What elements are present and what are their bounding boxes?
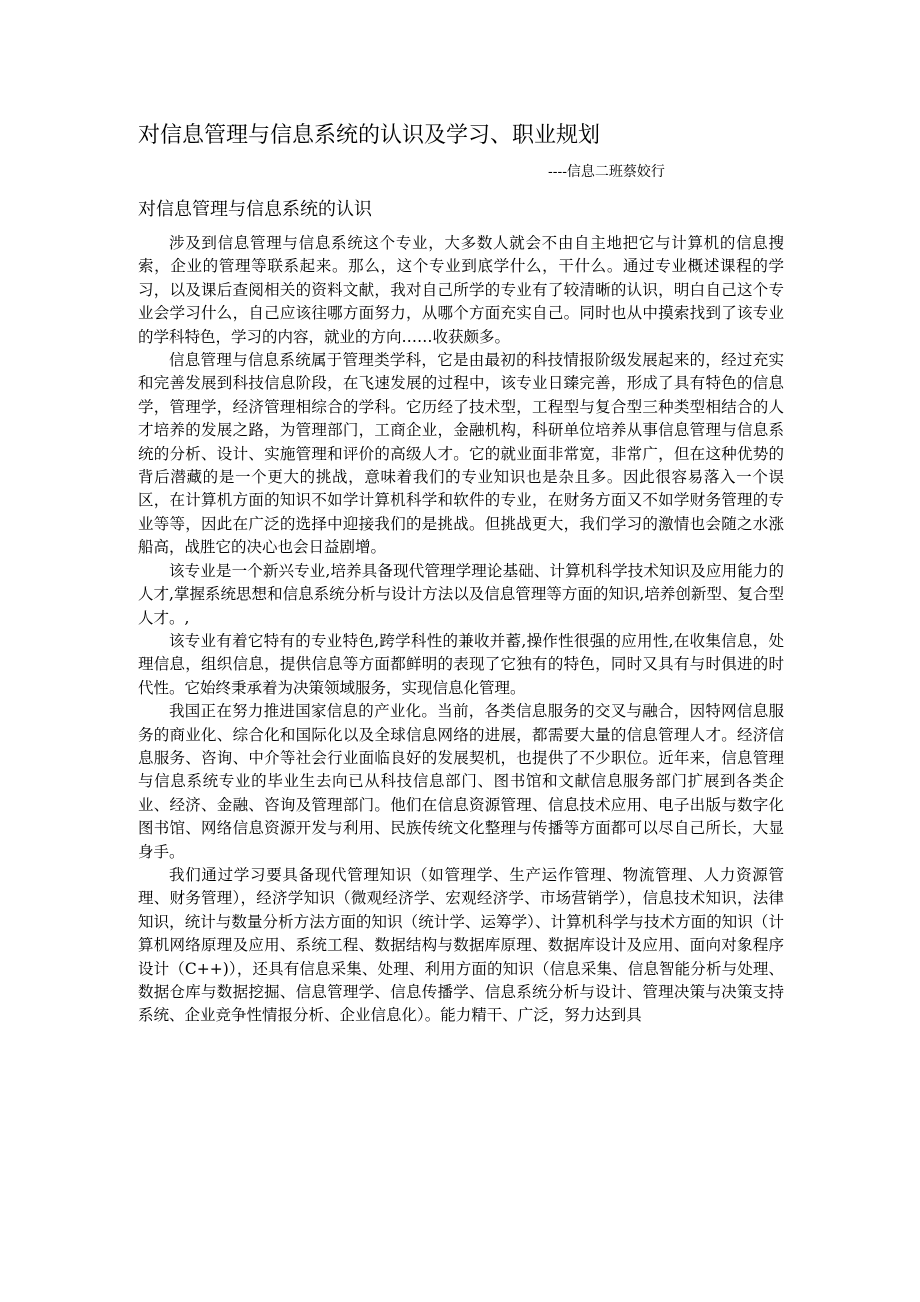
paragraph: 该专业有着它特有的专业特色,跨学科性的兼收并蓄,操作性很强的应用性,在收集信息，处理信息，组织信息，提供信息等方面都鲜明的表现了它独有的特色，同时又具有与时俱进的时代性。它始终秉承着为决策领域服务，实现信息化管理。 — [138, 631, 784, 697]
paragraph: 我国正在努力推进国家信息的产业化。当前，各类信息服务的交叉与融合，因特网信息服务的商业化、综合化和国际化以及全球信息网络的进展，都需要大量的信息管理人才。经济信息服务、咨询、中介等社会行业面临良好的发展契机，也提供了不少职位。近年来，信息管理与信息系统专业的毕业生去向已从科技信息部门、图书馆和文献信息服务部门扩展到各类企业、经济、金融、咨询及管理部门。他们在信息资源管理、信息技术应用、电子出版与数字化图书馆、网络信息资源开发与利用、民族传统文化整理与传播等方面都可以尽自己所长，大显身手。 — [138, 702, 784, 861]
document-title: 对信息管理与信息系统的认识及学习、职业规划 — [138, 123, 601, 148]
author-line: ----信息二班蔡姣行 — [548, 164, 665, 180]
paragraph: 涉及到信息管理与信息系统这个专业，大多数人就会不由自主地把它与计算机的信息搜索，企业的管理等联系起来。那么，这个专业到底学什么，干什么。通过专业概述课程的学习，以及课后查阅相关的资料文献，我对自己所学的专业有了较清晰的认识，明白自己这个专业会学习什么，自己应该往哪方面努力，从哪个方面充实自己。同时也从中摸索找到了该专业的学科特色，学习的内容，就业的方向……收获颇多。 — [138, 234, 784, 346]
paragraph: 该专业是一个新兴专业,培养具备现代管理学理论基础、计算机科学技术知识及应用能力的人才,掌握系统思想和信息系统分析与设计方法以及信息管理等方面的知识,培养创新型、复合型人才。, — [138, 561, 784, 627]
document-body — [138, 232, 784, 1028]
section-heading: 对信息管理与信息系统的认识 — [138, 199, 372, 220]
paragraph: 信息管理与信息系统属于管理类学科，它是由最初的科技情报阶级发展起来的，经过充实和完善发展到科技信息阶段，在飞速发展的过程中，该专业日臻完善，形成了具有特色的信息学，管理学，经济管理相综合的学科。它历经了技术型，工程型与复合型三种类型相结合的人才培养的发展之路，为管理部门，工商企业，金融机构，科研单位培养从事信息管理与信息系统的分析、设计、实施管理和评价的高级人才。它的就业面非常宽，非常广，但在这种优势的背后潜藏的是一个更大的挑战，意味着我们的专业知识也是杂且多。因此很容易落入一个误区，在计算机方面的知识不如学计算机科学和软件的专业，在财务方面又不如学财务管理的专业等等，因此在广泛的选择中迎接我们的是挑战。但挑战更大，我们学习的激情也会随之水涨船高，战胜它的决心也会日益剧增。 — [138, 351, 784, 557]
paragraph: 我们通过学习要具备现代管理知识（如管理学、生产运作管理、物流管理、人力资源管理、财务管理），经济学知识（微观经济学、宏观经济学、市场营销学），信息技术知识，法律知识，统计与数量分析方法方面的知识（统计学、运筹学）、计算机科学与技术方面的知识（计算机网络原理及应用、系统工程、数据结构与数据库原理、数据库设计及应用、面向对象程序设计（C++)），还具有信息采集、处理、利用方面的知识（信息采集、信息智能分析与处理、数据仓库与数据挖掘、信息管理学、信息传播学、信息系统分析与设计、管理决策与决策支持系统、企业竞争性情报分析、企业信息化）。能力精干、广泛，努力达到具 — [138, 865, 784, 1025]
